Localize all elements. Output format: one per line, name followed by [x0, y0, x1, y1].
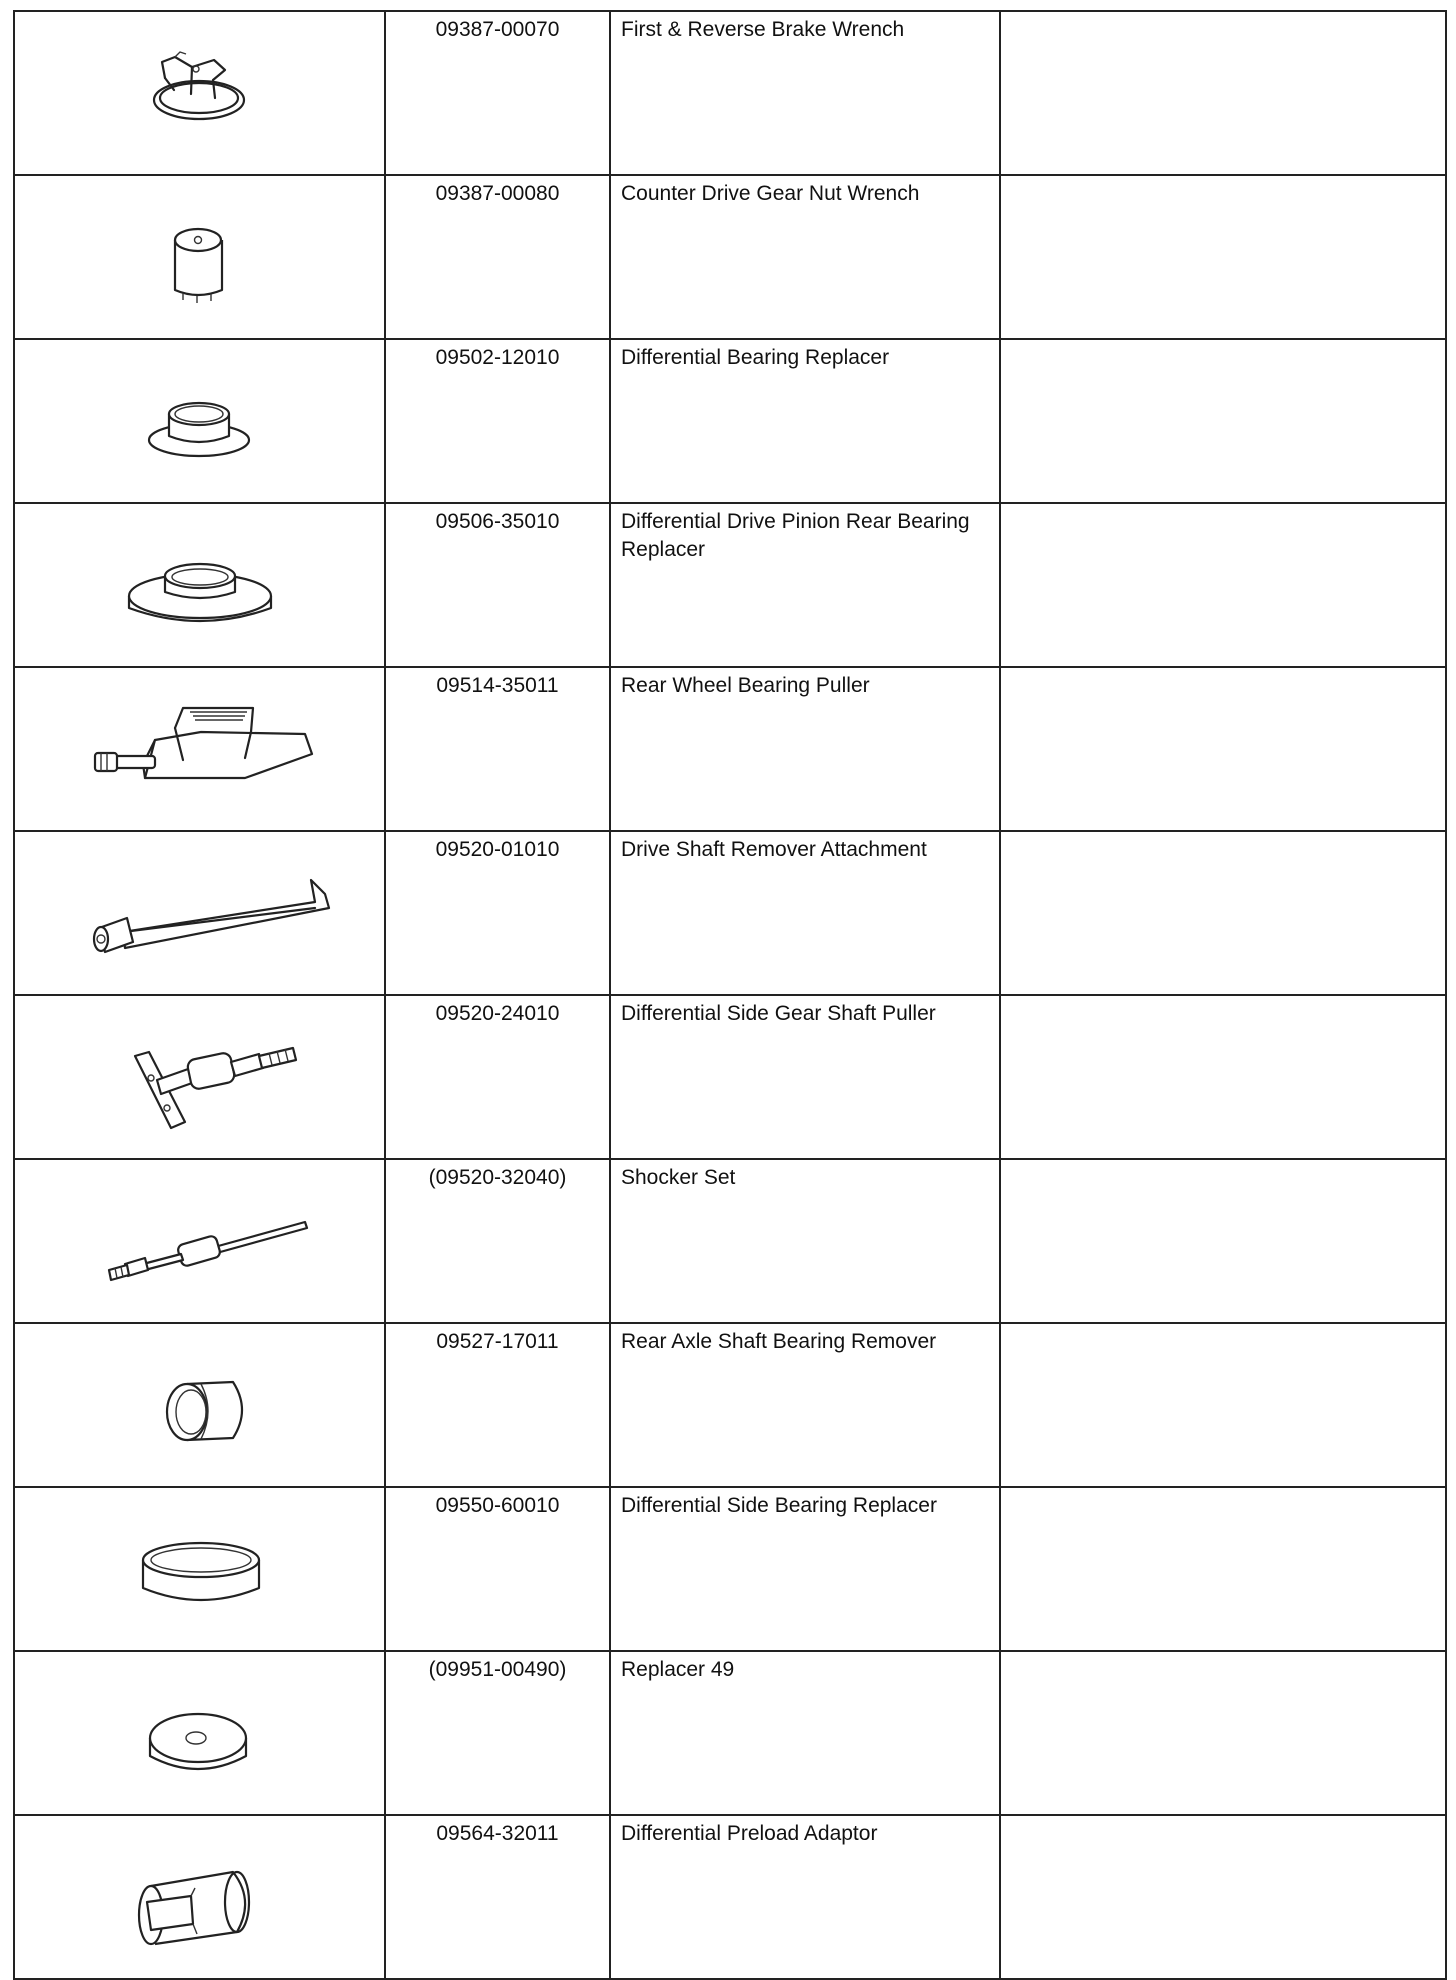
table-row: [14, 175, 1446, 339]
table-row: [14, 1159, 1446, 1323]
table-row: [14, 1487, 1446, 1651]
axle-bearing-remover-icon: [15, 1324, 386, 1482]
tool-name: Differential Drive Pinion Rear Bearing Replacer: [610, 503, 1000, 667]
tool-name: Counter Drive Gear Nut Wrench: [610, 175, 1000, 339]
part-number: (09520-32040): [385, 1159, 610, 1323]
remarks-cell: [1000, 667, 1446, 831]
table-row: [14, 1651, 1446, 1815]
nut-wrench-icon: [15, 176, 386, 334]
brake-wrench-icon: [15, 12, 386, 170]
table-row: [14, 11, 1446, 175]
table-row: [14, 339, 1446, 503]
tool-illustration-cell: [14, 175, 385, 339]
tool-illustration-cell: [14, 1651, 385, 1815]
tool-illustration-cell: [14, 1323, 385, 1487]
tool-name: Differential Bearing Replacer: [610, 339, 1000, 503]
bearing-replacer-icon: [15, 340, 386, 498]
remarks-cell: [1000, 1159, 1446, 1323]
table-row: [14, 1815, 1446, 1979]
part-number: 09506-35010: [385, 503, 610, 667]
table-row: [14, 1323, 1446, 1487]
part-number: 09564-32011: [385, 1815, 610, 1979]
table-row: [14, 667, 1446, 831]
shocker-set-icon: [15, 1160, 386, 1318]
side-gear-shaft-puller-icon: [15, 996, 386, 1154]
side-bearing-replacer-icon: [15, 1488, 386, 1646]
bearing-puller-icon: [15, 668, 386, 826]
remarks-cell: [1000, 831, 1446, 995]
tool-illustration-cell: [14, 667, 385, 831]
remarks-cell: [1000, 1815, 1446, 1979]
table-row: [14, 831, 1446, 995]
remarks-cell: [1000, 175, 1446, 339]
tool-illustration-cell: [14, 831, 385, 995]
part-number: 09520-01010: [385, 831, 610, 995]
part-number: 09387-00080: [385, 175, 610, 339]
tool-illustration-cell: [14, 1487, 385, 1651]
tool-illustration-cell: [14, 503, 385, 667]
tool-name: Differential Side Gear Shaft Puller: [610, 995, 1000, 1159]
tool-name: Drive Shaft Remover Attachment: [610, 831, 1000, 995]
tool-illustration-cell: [14, 339, 385, 503]
tool-illustration-cell: [14, 11, 385, 175]
tool-name: Differential Preload Adaptor: [610, 1815, 1000, 1979]
preload-adaptor-icon: [15, 1816, 386, 1974]
tool-name: Rear Wheel Bearing Puller: [610, 667, 1000, 831]
part-number: 09502-12010: [385, 339, 610, 503]
tool-name: Replacer 49: [610, 1651, 1000, 1815]
remarks-cell: [1000, 11, 1446, 175]
tool-illustration-cell: [14, 1815, 385, 1979]
tool-illustration-cell: [14, 995, 385, 1159]
part-number: 09520-24010: [385, 995, 610, 1159]
part-number: 09527-17011: [385, 1323, 610, 1487]
special-service-tools-table: [13, 10, 1447, 1980]
part-number: 09550-60010: [385, 1487, 610, 1651]
part-number: 09387-00070: [385, 11, 610, 175]
table-row: [14, 503, 1446, 667]
part-number: 09514-35011: [385, 667, 610, 831]
tool-illustration-cell: [14, 1159, 385, 1323]
remarks-cell: [1000, 503, 1446, 667]
remarks-cell: [1000, 995, 1446, 1159]
remarks-cell: [1000, 1323, 1446, 1487]
part-number: (09951-00490): [385, 1651, 610, 1815]
replacer-49-icon: [15, 1652, 386, 1810]
table-row: [14, 995, 1446, 1159]
remarks-cell: [1000, 1651, 1446, 1815]
remarks-cell: [1000, 1487, 1446, 1651]
remarks-cell: [1000, 339, 1446, 503]
pinion-bearing-replacer-icon: [15, 504, 386, 662]
shaft-remover-attachment-icon: [15, 832, 386, 990]
tool-name: Shocker Set: [610, 1159, 1000, 1323]
tool-name: Rear Axle Shaft Bearing Remover: [610, 1323, 1000, 1487]
tool-name: Differential Side Bearing Replacer: [610, 1487, 1000, 1651]
tool-name: First & Reverse Brake Wrench: [610, 11, 1000, 175]
